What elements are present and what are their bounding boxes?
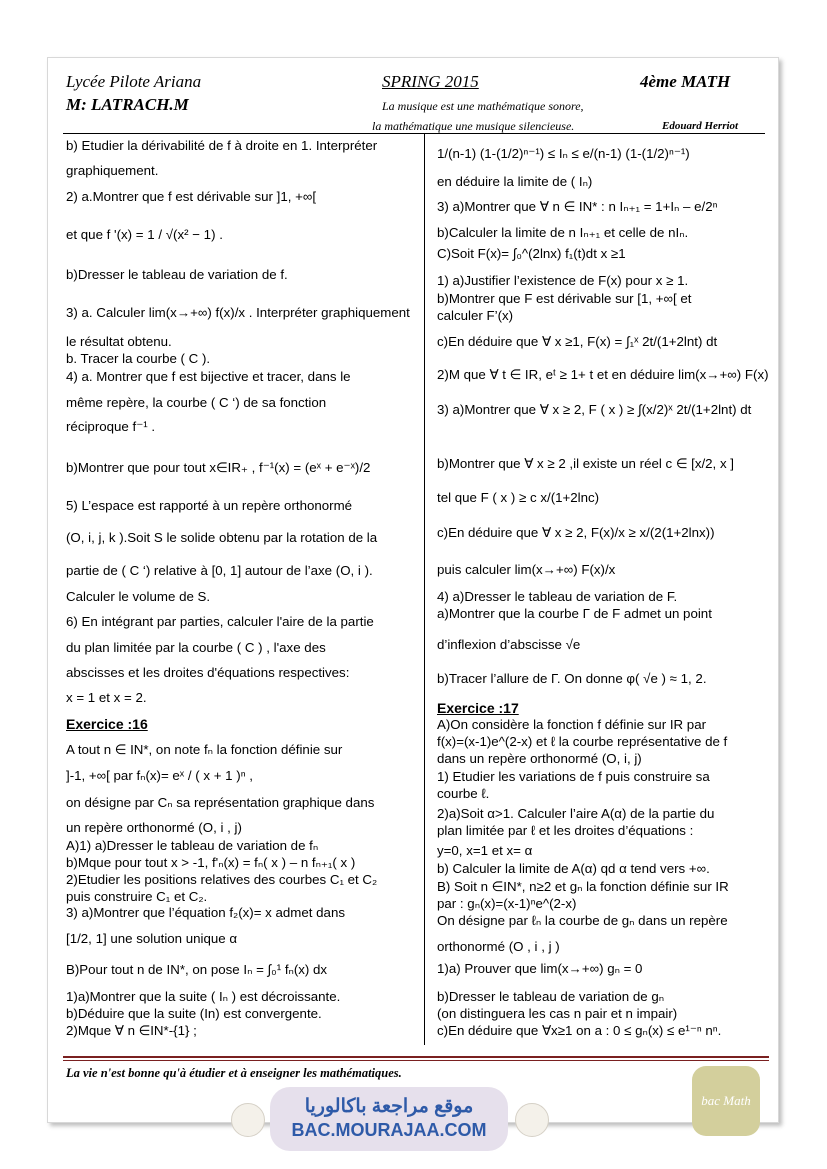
text-line: ]-1, +∞[ par fₙ(x)= eˣ / ( x + 1 )ⁿ , [66,768,253,783]
text-line: le résultat obtenu. [66,334,172,349]
footer-divider-top [63,1056,769,1058]
text-line: 4) a. Montrer que f est bijective et tracer, dans le [66,369,351,384]
right-column [437,0,772,1169]
text-line: puis calculer lim(x→+∞) F(x)/x [437,562,616,577]
text-line: b)Calculer la limite de n Iₙ₊₁ et celle de nIₙ. [437,225,689,240]
left-column [66,0,418,1169]
bac-math-logo: bac Math [692,1066,760,1136]
text-line: 2)Mque ∀ n ∈IN*-{1} ; [66,1023,197,1038]
text-line: 1)a)Montrer que la suite ( Iₙ ) est décroissante. [66,989,341,1004]
text-line: b)Montrer que F est dérivable sur [1, +∞[ et [437,291,692,306]
text-line: par : gₙ(x)=(x-1)ⁿe^(2-x) [437,896,577,911]
text-line: y=0, x=1 et x= α [437,843,533,858]
text-line: b) Etudier la dérivabilité de f à droite en 1. Interpréter [66,138,378,153]
quote-author: Edouard Herriot [662,120,739,132]
teacher-name: M: LATRACH.M [66,95,189,114]
text-line: 3) a)Montrer que ∀ x ≥ 2, F ( x ) ≥ ∫(x/2)ˣ 2t/(1+2lnt) dt [437,402,752,417]
text-line: on désigne par Cₙ sa représentation graphique dans [66,795,375,810]
text-line: b)Tracer l’allure de Γ. On donne φ( √e ) ≈ 1, 2. [437,671,707,686]
text-line: dans un repère orthonormé (O, i, j) [437,751,642,766]
footer-quote: La vie n'est bonne qu'à étudier et à enseigner les mathématiques. [66,1066,402,1080]
text-line: plan limitée par ℓ et les droites d’équations : [437,823,694,838]
text-line: f(x)=(x-1)e^(2-x) et ℓ la courbe représentative de f [437,734,728,749]
text-line: A tout n ∈ IN*, on note fₙ la fonction définie sur [66,742,343,757]
site-name-arabic: موقع مراجعة باكالوريا [304,1096,474,1117]
text-line: (O, i, j, k ).Soit S le solide obtenu par la rotation de la [66,530,378,545]
text-line: en déduire la limite de ( Iₙ) [437,174,593,189]
text-line: A)On considère la fonction f définie sur IR par [437,717,707,732]
text-line: 1)a) Prouver que lim(x→+∞) gₙ = 0 [437,961,643,976]
text-line: 2)Etudier les positions relatives des courbes C₁ et C₂ [66,872,378,887]
text-line: courbe ℓ. [437,786,490,801]
text-line: x = 1 et x = 2. [66,690,147,705]
text-line: B) Soit n ∈IN*, n≥2 et gₙ la fonction définie sur IR [437,879,729,894]
text-line: a)Montrer que la courbe Γ de F admet un point [437,606,712,621]
exercise-16-title: Exercice :16 [66,716,148,732]
site-url-link[interactable]: BAC.MOURAJAA.COM [291,1120,487,1140]
text-line: b) Calculer la limite de A(α) qd α tend vers +∞. [437,861,710,876]
text-line: même repère, la courbe ( C ‘) de sa fonction [66,395,327,410]
text-line: (on distinguera les cas n pair et n impair) [437,1006,678,1021]
text-line: c)En déduire que ∀ x ≥1, F(x) = ∫₁ˣ 2t/(1+2lnt) dt [437,334,718,349]
quote-line-2: la mathématique une musique silencieuse. [372,119,575,133]
text-line: A)1) a)Dresser le tableau de variation de fₙ [66,838,319,853]
text-line: [1/2, 1] une solution unique α [66,931,238,946]
text-line: réciproque f⁻¹ . [66,419,156,434]
text-line: tel que F ( x ) ≥ c x/(1+2lnc) [437,490,600,505]
text-line: 3) a)Montrer que ∀ n ∈ IN* : n Iₙ₊₁ = 1+Iₙ – e/2ⁿ [437,199,718,214]
text-line: 5) L’espace est rapporté à un repère orthonormé [66,498,353,513]
class-level: 4ème MATH [640,72,731,91]
text-line: orthonormé (O , i , j ) [437,939,560,954]
text-line: abscisses et les droites d'équations respectives: [66,665,350,680]
text-line: graphiquement. [66,163,159,178]
text-line: On désigne par ℓₙ la courbe de gₙ dans un repère [437,913,728,928]
text-line: b)Dresser le tableau de variation de f. [66,267,288,282]
quote-line-1: La musique est une mathématique sonore, [382,99,584,113]
exercise-17-title: Exercice :17 [437,700,519,716]
text-line: B)Pour tout n de IN*, on pose Iₙ = ∫₀¹ fₙ(x) dx [66,962,328,977]
session-title: SPRING 2015 [382,72,479,91]
text-line: b)Déduire que la suite (In) est convergente. [66,1006,322,1021]
text-line: 3) a)Montrer que l’équation f₂(x)= x admet dans [66,905,345,920]
text-line: du plan limitée par la courbe ( C ) , l'axe des [66,640,326,655]
column-divider [424,133,425,1045]
text-line: b)Montrer que pour tout x∈IR₊ , f⁻¹(x) = (eˣ + e⁻ˣ)/2 [66,460,371,475]
text-line: C)Soit F(x)= ∫₀^(2lnx) f₁(t)dt x ≥1 [437,246,626,261]
text-line: puis construire C₁ et C₂. [66,889,208,904]
school-logo-icon [231,1103,265,1137]
text-line: calculer F’(x) [437,308,514,323]
text-line: c)En déduire que ∀ x ≥ 2, F(x)/x ≥ x/(2(1+2lnx)) [437,525,715,540]
text-line: 1) a)Justifier l’existence de F(x) pour x ≥ 1. [437,273,689,288]
text-line: un repère orthonormé (O, i , j) [66,820,242,835]
site-banner[interactable] [270,1087,508,1151]
text-line: b)Dresser le tableau de variation de gₙ [437,989,665,1004]
text-line: Calculer le volume de S. [66,589,211,604]
text-line: 6) En intégrant par parties, calculer l'aire de la partie [66,614,374,629]
text-line: 2)a)Soit α>1. Calculer l’aire A(α) de la partie du [437,806,715,821]
text-line: 4) a)Dresser le tableau de variation de F. [437,589,678,604]
school-name: Lycée Pilote Ariana [66,72,202,91]
text-line: b)Mque pour tout x > -1, f'ₙ(x) = fₙ( x ) – n fₙ₊₁( x ) [66,855,356,870]
text-line: 1/(n-1) (1-(1/2)ⁿ⁻¹) ≤ Iₙ ≤ e/(n-1) (1-(1/2)ⁿ⁻¹) [437,146,690,161]
text-line: 2) a.Montrer que f est dérivable sur ]1, +∞[ [66,189,317,204]
footer-divider-bottom [63,1060,769,1061]
school-logo-icon [515,1103,549,1137]
text-line: d’inflexion d’abscisse √e [437,637,581,652]
text-line: 2)M que ∀ t ∈ IR, eᵗ ≥ 1+ t et en déduire lim(x→+∞) F(x) [437,367,769,382]
text-line: b)Montrer que ∀ x ≥ 2 ,il existe un réel c ∈ [x/2, x ] [437,456,734,471]
text-line: 1) Etudier les variations de f puis construire sa [437,769,710,784]
text-line: c)En déduire que ∀x≥1 on a : 0 ≤ gₙ(x) ≤ e¹⁻ⁿ nⁿ. [437,1023,722,1038]
text-line: et que f '(x) = 1 / √(x² − 1) . [66,227,223,242]
text-line: 3) a. Calculer lim(x→+∞) f(x)/x . Interpréter graphiquement [66,305,410,320]
text-line: partie de ( C ‘) relative à [0, 1] autour de l’axe (O, i ). [66,563,373,578]
text-line: b. Tracer la courbe ( C ). [66,351,211,366]
